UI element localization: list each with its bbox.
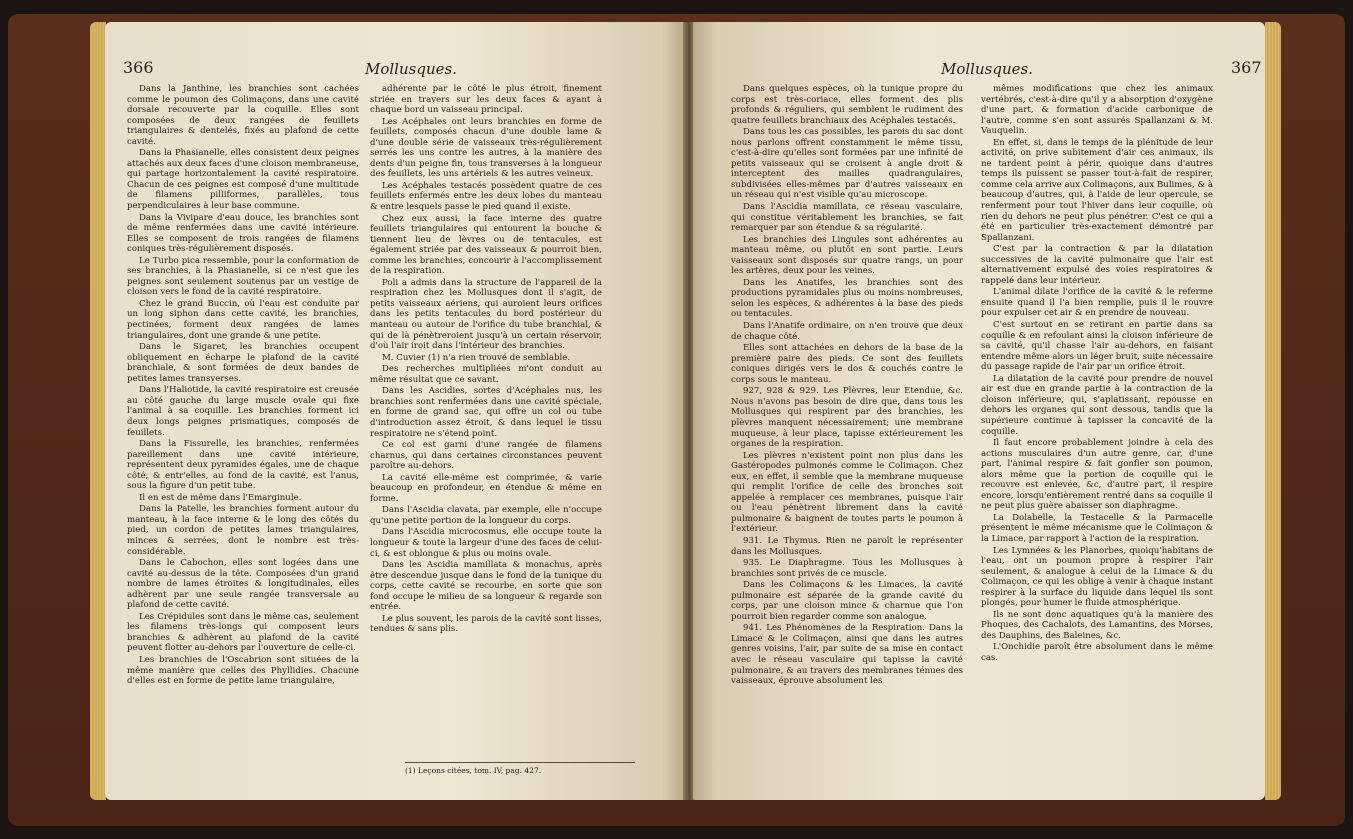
paragraph: 927, 928 & 929. Les Plèvres, leur Etendue, &c. Nous n'avons pas besoin de dire que, dans tous les Mollusques qui respirent par des branchies, les plèvres manquent nécessairement; une membrane muqueuse, à leur place, tapisse extérieurement les organes de la respiration. bbox=[731, 386, 963, 450]
paragraph: adhérente par le côté le plus étroit, finement striée en travers sur les deux faces & ayant à chaque bord un vaisseau principal. bbox=[370, 84, 602, 116]
left-page bbox=[105, 22, 685, 800]
paragraph: Dans la Patelle, les branchies forment autour du manteau, à la face interne & le long des côtés du pied, un cordon de petites lames triangulaires, minces & serrées, dont le nombre est très-considérable. bbox=[127, 504, 359, 557]
paragraph: Dans quelques espèces, où la tunique propre du corps est très-coriace, elles forment des plis profonds & réguliers, qui semblent le rudiment des quatre feuillets branchiaux des Acéphales testacés. bbox=[731, 84, 963, 126]
paragraph: Les Crépidules sont dans le même cas, seulement les filamens très-longs qui composent leurs branchies & adhèrent au plafond de la cavité peuvent flotter au-dehors par l'ouverture de celle-ci. bbox=[127, 611, 359, 654]
paragraph: Dans le Cabochon, elles sont logées dans une cavité au-dessus de la tête. Composées d'un grand nombre de lames étroites & longitudinales, elles adhèrent par une seule rangée transversale au plafond de cette cavité. bbox=[127, 558, 359, 611]
left-column-1 bbox=[127, 84, 359, 688]
paragraph: Ils ne sont donc aquatiques qu'à la manière des Phoques, des Cachalots, des Lamantins, des Morses, des Dauphins, des Baleines, &c. bbox=[981, 609, 1213, 641]
paragraph: Dans l'Ascidia clavata, par exemple, elle n'occupe qu'une petite portion de la longueur du corps. bbox=[370, 505, 602, 526]
paragraph: La cavité elle-même est comprimée, & varie beaucoup en profondeur, en étendue & même en forme. bbox=[370, 472, 602, 504]
page-edges-right bbox=[1265, 22, 1281, 800]
paragraph: Les branchies de l'Oscabrion sont situées de la même manière que celles des Phyllidies. Chacune d'elles est en forme de petite lame triangulaire, bbox=[127, 654, 359, 687]
running-head-right: Mollusques. bbox=[941, 60, 1033, 78]
paragraph: La dilatation de la cavité pour prendre de nouvel air est due en grande partie à la contraction de la cloison inférieure, qui, s'aplatissant, repousse en dehors les organes qui sont dessous, tandis que la supérieure continue à tapisser la concavité de la coquille. bbox=[981, 373, 1213, 437]
right-column-1 bbox=[731, 84, 963, 688]
paragraph: Dans le Sigaret, les branchies occupent obliquement en écharpe le plafond de la cavité branchiale, & sont formées de deux bandes de petites lames transverses. bbox=[127, 342, 359, 384]
page-number-left: 366 bbox=[123, 58, 154, 77]
paragraph: Dans la Phasianelle, elles consistent deux peignes attachés aux deux faces d'une cloison membraneuse, qui partage horizontalement la cavité respiratoire. Chacun de ces peignes est composé d'une multitude de filamens pilliformes, parallèles, tous perpendiculaires à leur base commune. bbox=[127, 148, 359, 212]
left-column-2 bbox=[370, 84, 602, 636]
paragraph: M. Cuvier (1) n'a rien trouvé de semblable. bbox=[382, 352, 571, 363]
paragraph: L'Onchidie paroît être absolument dans le même cas. bbox=[981, 642, 1213, 663]
page-edges-left bbox=[90, 22, 106, 800]
page-number-right: 367 bbox=[1231, 58, 1262, 77]
paragraph: Les Lymnées & les Planorbes, quoiqu'habitans de l'eau, ont un poumon propre à respirer l'air seulement, & analogue à celui de la Limace & du Colimaçon, ce qui les oblige à venir à chaque instant respirer à la surface du liquide dans lequel ils sont plongés, pour humer le fluide atmosphérique. bbox=[981, 545, 1213, 609]
paragraph: Les Acéphales testacés possèdent quatre de ces feuillets enfermés entre les deux lobes du manteau & entre lesquels passe le pied quand il existe. bbox=[370, 180, 602, 213]
paragraph: Ce col est garni d'une rangée de filamens charnus, qui dans certaines circonstances peuvent paroître au-dehors. bbox=[370, 440, 602, 472]
paragraph: Dans les Ascidies, sortes d'Acéphales nus, les branchies sont renfermées dans une cavité spéciale, en forme de grand sac, qui offre un col ou tube d'introduction assez étroit, & dans lequel le tissu respiratoire ne s'étend point. bbox=[370, 386, 602, 439]
paragraph: Le plus souvent, les parois de la cavité sont lisses, tendues & sans plis. bbox=[370, 613, 602, 635]
paragraph: Chez le grand Buccin, où l'eau est conduite par un long siphon dans cette cavité, les branchies, pectinées, forment deux rangées de lames triangulaires, dont une grande & une petite. bbox=[127, 298, 359, 341]
right-column-2 bbox=[981, 84, 1213, 665]
paragraph: Dans les Colimaçons & les Limaces, la cavité pulmonaire est séparée de la grande cavité du corps, par une cloison mince & charnue que l'on pourroit bien regarder comme son analogue. bbox=[731, 580, 963, 622]
paragraph: Les Acéphales ont leurs branchies en forme de feuillets, composés chacun d'une double lame & d'une double série de vaisseaux très-régulièrement serrés les uns contre les autres, à la manière des dents d'un peigne fin, tous transverses à la longueur des feuillets, les uns artériels & les autres veineux. bbox=[370, 116, 602, 180]
paragraph: Dans l'Haliotide, la cavité respiratoire est creusée au côté gauche du large muscle ovale qui fixe l'animal à sa coquille. Les branchies forment ici deux longs peignes prismatiques, composés de feuillets. bbox=[127, 385, 359, 438]
right-page bbox=[693, 22, 1265, 800]
paragraph: Le Turbo pica ressemble, pour la conformation de ses branchies, à la Phasianelle, si ce n'est que les peignes sont seulement soutenus par un vestige de cloison vers le fond de la cavité respiratoire. bbox=[127, 255, 359, 298]
paragraph: La Dolabelle, la Testacelle & la Parmacelle présentent le même mécanisme que le Colimaçon & la Limace, par rapport à l'action de la respiration. bbox=[981, 512, 1213, 544]
footnote: (1) Leçons citées, tom. IV, pag. 427. bbox=[405, 762, 635, 775]
paragraph: 931. Le Thymus. Rien ne paroît le représenter dans les Mollusques. bbox=[731, 535, 963, 557]
paragraph: Dans l'Anatife ordinaire, on n'en trouve que deux de chaque côté. bbox=[731, 321, 963, 342]
paragraph: Les branchies des Lingules sont adhérentes au manteau même, ou plutôt en sont partie. Leurs vaisseaux sont disposés sur quatre rangs, un pour les artères, deux pour les veines. bbox=[731, 234, 963, 277]
paragraph: Dans tous les cas possibles, les parois du sac dont nous parlons offrent constamment le même tissu, c'est-à-dire qu'elles sont formées par une infinité de petits vaisseaux qui se croisent à angle droit & interceptent des mailles quadrangulaires, subdivisées elles-mêmes par d'autres vaisseaux en un réseau qui n'est visible qu'au microscope. bbox=[731, 127, 963, 201]
paragraph: Les plèvres n'existent point non plus dans les Gastéropodes pulmonés comme le Colimaçon. Chez eux, en effet, il semble que la membrane muqueuse qui remplit l'orifice de celle des bronches soit appelée à remplacer ces membranes, puisque l'air ou l'eau pénètrent librement dans la cavité pulmonaire & baignent de toutes parts le poumon à l'extérieur. bbox=[731, 450, 963, 535]
paragraph: mêmes modifications que chez les animaux vertébrés, c'est-à-dire qu'il y a absorption d'oxygène d'une part, & formation d'acide carbonique de l'autre, comme s'en sont assurés Spallanzani & M. Vauquelin. bbox=[981, 84, 1213, 137]
paragraph: Il faut encore probablement joindre à cela des actions musculaires d'un autre genre, car, d'une part, l'animal respire & fait gonfler son poumon, alors même que la portion de coquille qui le recouvre est enlevée, &c, d'autre part, il respire encore, lorsqu'entièrement rentré dans sa coquille il ne peut plus guère abaisser son diaphragme. bbox=[981, 438, 1213, 512]
paragraph: Poli a admis dans la structure de l'appareil de la respiration chez les Mollusques dont il s'agit, de petits vaisseaux aériens, qui auroient leurs orifices dans les petits tentacules du bord postérieur du manteau ou autour de l'orifice du tube branchial, & qui de là pénètreroient jusqu'à un certain réservoir, d'où l'air iroit dans l'intérieur des branchies. bbox=[370, 277, 602, 352]
paragraph: 941. Les Phénomènes de la Respiration. Dans la Limace & le Colimaçon, ainsi que dans les autres genres voisins, l'air, par suite de sa mise en contact avec le réseau vasculaire qui tapisse la cavité pulmonaire, & au travers des membranes ténues des vaisseaux, éprouve absolument les bbox=[731, 623, 963, 687]
paragraph: Dans la Fissurelle, les branchies, renfermées pareillement dans une cavité intérieure, représentent deux pyramides égales, une de chaque côté, & entr'elles, au fond de la cavité, est l'anus, sous la figure d'un petit tube. bbox=[127, 439, 359, 492]
paragraph: Dans l'Ascidia microcosmus, elle occupe toute la longueur & toute la largeur d'une des faces de celui-ci, & est oblongue & plus ou moins ovale. bbox=[370, 527, 602, 559]
paragraph: Elles sont attachées en dehors de la base de la première paire des pieds. Ce sont des feuillets coniques dirigés vers le dos & couchés contre le corps sous le manteau. bbox=[731, 343, 963, 385]
paragraph: En effet, si, dans le temps de la plénitude de leur activité, on prive subitement d'air ces animaux, ils ne tardent point à périr, quoique dans d'autres temps ils puissent se passer tout-à-fait de respirer, comme cela arrive aux Colimaçons, aux Bulimes, & à beaucoup d'autres, qui, à l'aide de leur opercule, se renferment pour tout l'hiver dans leur coquille, où rien du dehors ne peut plus pénétrer. C'est ce qui a été en particulier très-exactement démontré par Spallanzani. bbox=[981, 137, 1213, 243]
paragraph: 935. Le Diaphragme. Tous les Mollusques à branchies sont privés de ce muscle. bbox=[731, 558, 963, 579]
running-head-left: Mollusques. bbox=[365, 60, 457, 78]
paragraph: Dans la Vivipare d'eau douce, les branchies sont de même renfermées dans une cavité intérieure. Elles se composent de trois rangées de filamens coniques très-régulièrement disposés. bbox=[127, 212, 359, 255]
paragraph: L'animal dilate l'orifice de la cavité & le referme ensuite quand il l'a bien remplie, puis il le rouvre pour expulser cet air & en prendre de nouveau. bbox=[981, 287, 1213, 319]
paragraph: Des recherches multipliées m'ont conduit au même résultat que ce savant. bbox=[370, 364, 602, 385]
paragraph: C'est par la contraction & par la dilatation successives de la cavité pulmonaire que l'air est alternativement expulsé des voies respiratoires & rappelé dans leur intérieur. bbox=[981, 244, 1213, 286]
paragraph: Dans l'Ascidia mamillata, ce réseau vasculaire, qui constitue véritablement les branchies, se fait remarquer par son étendue & sa régularité. bbox=[731, 202, 963, 234]
paragraph: Dans la Janthine, les branchies sont cachées comme le poumon des Colimaçons, dans une cavité dorsale recouverte par la coquille. Elles sont composées de deux rangées de feuillets triangulaires & dentelés, fixés au plafond de cette cavité. bbox=[127, 84, 359, 147]
paragraph: Il en est de même dans l'Emarginule. bbox=[139, 492, 302, 503]
paragraph: Dans les Anatifes, les branchies sont des productions pyramidales plus ou moins nombreuses, selon les espèces, & adhérentes à la base des pieds ou tentacules. bbox=[731, 277, 963, 320]
paragraph: C'est surtout en se retirant en partie dans sa coquille & en refoulant ainsi la cloison inférieure de sa cavité, qu'il chasse l'air au-dehors, en faisant entendre même alors un léger bruit, suite nécessaire du passage rapide de l'air par un orifice étroit. bbox=[981, 320, 1213, 373]
paragraph: Chez eux aussi, la face interne des quatre feuillets triangulaires qui entourent la bouche & tiennent lieu de lèvres ou de tentacules, est également striée par des vaisseaux & pourroit bien, comme les branchies, concourir à l'accomplissement de la respiration. bbox=[370, 213, 602, 277]
paragraph: Dans les Ascidia mamillata & monachus, après être descendue jusque dans le fond de la tunique du corps, cette cavité se recourbe, en sorte que son fond occupe le milieu de sa longueur & regarde son entrée. bbox=[370, 560, 602, 613]
